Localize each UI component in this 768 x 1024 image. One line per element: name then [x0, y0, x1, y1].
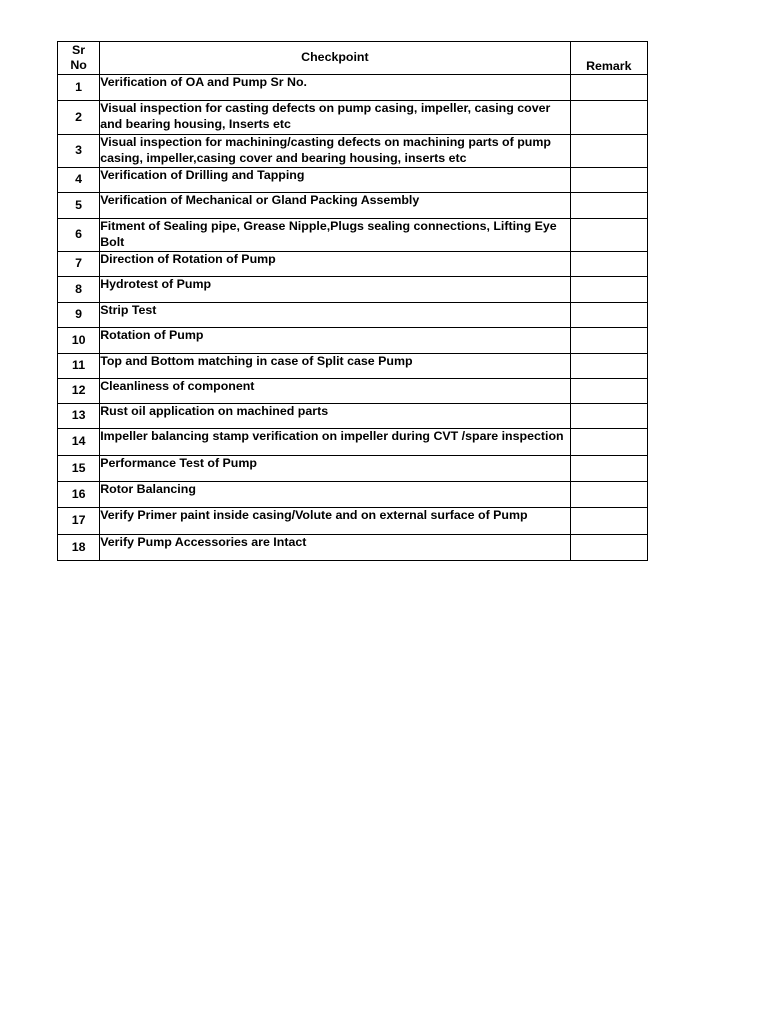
header-checkpoint: Checkpoint: [100, 42, 570, 75]
checkpoint-cell: Impeller balancing stamp verification on impeller during CVT /spare inspection: [100, 429, 570, 456]
table-row: [58, 252, 648, 277]
header-remark: Remark: [570, 42, 647, 75]
table-row: [58, 535, 648, 561]
checkpoint-cell: Visual inspection for casting defects on pump casing, impeller, casing cover and bearing housing, Inserts etc: [100, 101, 570, 135]
sr-no-cell: 9: [58, 303, 100, 328]
header-row: [58, 42, 648, 75]
sr-no-cell: 17: [58, 508, 100, 535]
checkpoint-cell: Verify Primer paint inside casing/Volute and on external surface of Pump: [100, 508, 570, 535]
sr-no-cell: 10: [58, 328, 100, 354]
remark-cell[interactable]: [570, 168, 647, 193]
checkpoint-cell: Verification of OA and Pump Sr No.: [100, 75, 570, 101]
sr-no-cell: 7: [58, 252, 100, 277]
checkpoint-cell: Visual inspection for machining/casting defects on machining parts of pump casing, impeller,casing cover and bearing housing, inserts etc: [100, 135, 570, 168]
checkpoint-cell: Top and Bottom matching in case of Split case Pump: [100, 354, 570, 379]
checkpoint-cell: Hydrotest of Pump: [100, 277, 570, 303]
sr-no-cell: 4: [58, 168, 100, 193]
checkpoint-cell: Verification of Mechanical or Gland Packing Assembly: [100, 193, 570, 219]
table-row: [58, 101, 648, 135]
remark-cell[interactable]: [570, 482, 647, 508]
table-row: [58, 277, 648, 303]
remark-cell[interactable]: [570, 135, 647, 168]
table-row: [58, 456, 648, 482]
checkpoint-cell: Verify Pump Accessories are Intact: [100, 535, 570, 561]
table-row: [58, 379, 648, 404]
remark-cell[interactable]: [570, 277, 647, 303]
remark-cell[interactable]: [570, 508, 647, 535]
sr-no-cell: 1: [58, 75, 100, 101]
remark-cell[interactable]: [570, 429, 647, 456]
table-row: [58, 508, 648, 535]
checkpoint-cell: Fitment of Sealing pipe, Grease Nipple,Plugs sealing connections, Lifting Eye Bolt: [100, 219, 570, 252]
checkpoint-cell: Verification of Drilling and Tapping: [100, 168, 570, 193]
header-sr-no: [58, 42, 100, 75]
remark-cell[interactable]: [570, 354, 647, 379]
sr-no-cell: 3: [58, 135, 100, 168]
sr-no-cell: 13: [58, 404, 100, 429]
remark-cell[interactable]: [570, 535, 647, 561]
checkpoint-cell: Performance Test of Pump: [100, 456, 570, 482]
sr-no-cell: 16: [58, 482, 100, 508]
sr-no-cell: 18: [58, 535, 100, 561]
sr-no-cell: 11: [58, 354, 100, 379]
remark-cell[interactable]: [570, 379, 647, 404]
table-row: [58, 328, 648, 354]
table-row: [58, 429, 648, 456]
remark-cell[interactable]: [570, 75, 647, 101]
remark-cell[interactable]: [570, 193, 647, 219]
table-row: [58, 168, 648, 193]
checkpoint-cell: Rotation of Pump: [100, 328, 570, 354]
checkpoint-cell: Cleanliness of component: [100, 379, 570, 404]
remark-cell[interactable]: [570, 219, 647, 252]
table-body: [58, 75, 648, 561]
sr-no-cell: 15: [58, 456, 100, 482]
table-row: [58, 193, 648, 219]
remark-cell[interactable]: [570, 404, 647, 429]
sr-no-cell: 12: [58, 379, 100, 404]
sr-no-cell: 5: [58, 193, 100, 219]
header-sr-line1: Sr: [72, 42, 86, 57]
checkpoint-cell: Strip Test: [100, 303, 570, 328]
header-sr-line2: No: [70, 58, 87, 72]
remark-cell[interactable]: [570, 303, 647, 328]
table-row: [58, 303, 648, 328]
table-row: [58, 482, 648, 508]
table-row: [58, 75, 648, 101]
checkpoint-cell: Direction of Rotation of Pump: [100, 252, 570, 277]
checkpoint-cell: Rust oil application on machined parts: [100, 404, 570, 429]
sr-no-cell: 6: [58, 219, 100, 252]
table-row: [58, 135, 648, 168]
remark-cell[interactable]: [570, 328, 647, 354]
remark-cell[interactable]: [570, 101, 647, 135]
remark-cell[interactable]: [570, 252, 647, 277]
checkpoint-cell: Rotor Balancing: [100, 482, 570, 508]
sr-no-cell: 2: [58, 101, 100, 135]
table-row: [58, 404, 648, 429]
sr-no-cell: 14: [58, 429, 100, 456]
remark-cell[interactable]: [570, 456, 647, 482]
table-row: [58, 219, 648, 252]
table-row: [58, 354, 648, 379]
sr-no-cell: 8: [58, 277, 100, 303]
checkpoint-table: [57, 41, 648, 561]
